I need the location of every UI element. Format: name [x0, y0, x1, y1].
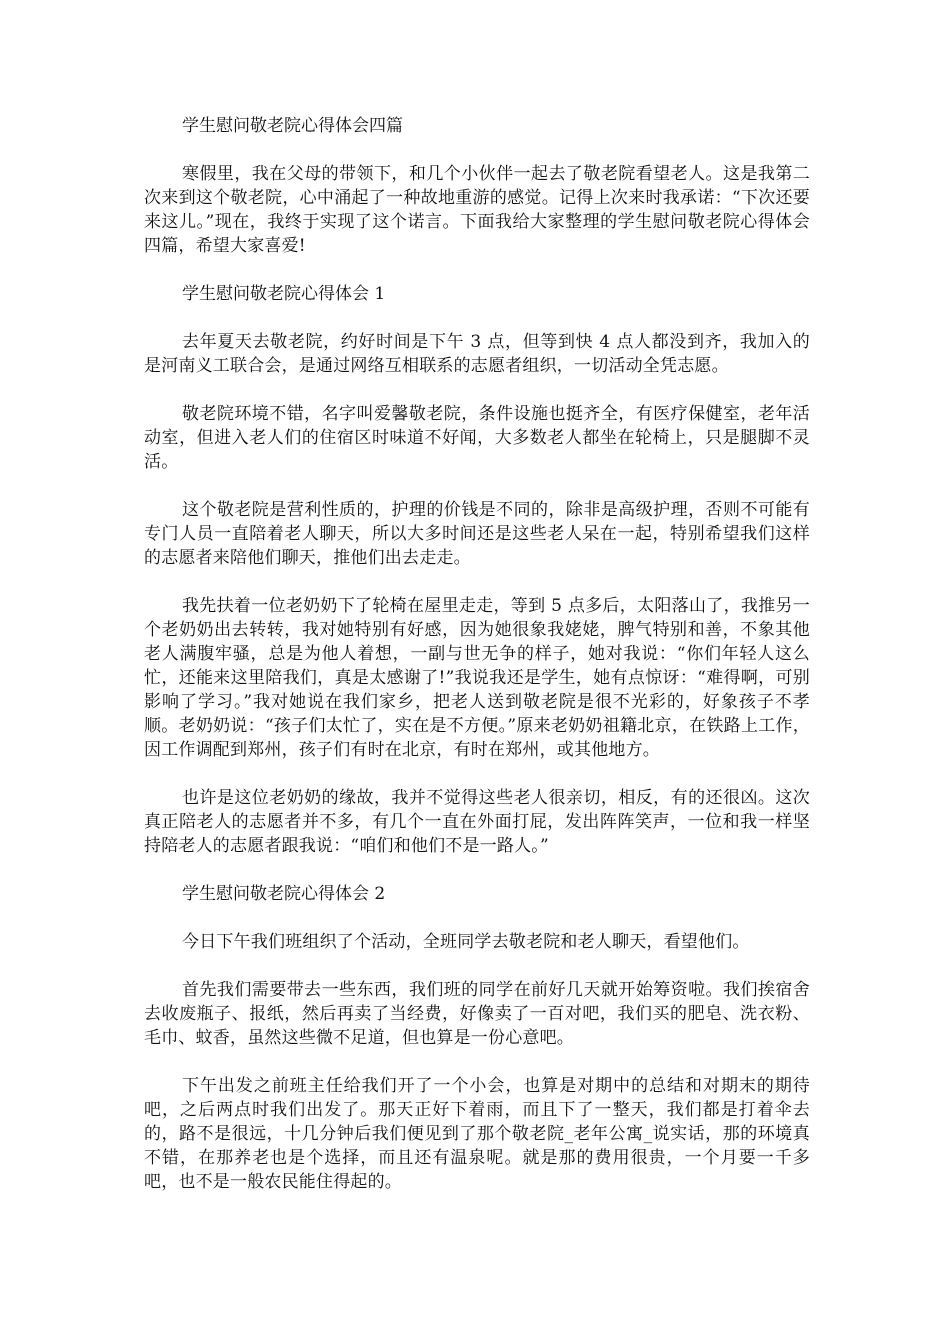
section-1-paragraph: 敬老院环境不错，名字叫爱馨敬老院，条件设施也挺齐全，有医疗保健室，老年活动室，但进入老人们的住宿区时味道不好闻，大多数老人都坐在轮椅上，只是腿脚不灵活。	[144, 404, 810, 472]
section-1-paragraph: 去年夏天去敬老院，约好时间是下午 3 点，但等到快 4 点人都没到齐，我加入的是河南义工联合会，是通过网络互相联系的志愿者组织，一切活动全凭志愿。	[144, 332, 810, 376]
section-1-heading: 学生慰问敬老院心得体会 1	[182, 284, 386, 304]
document-page	[144, 104, 810, 1218]
intro-paragraph: 寒假里，我在父母的带领下，和几个小伙伴一起去了敬老院看望老人。这是我第二次来到这个敬老院，心中涌起了一种故地重游的感觉。记得上次来时我承诺：“下次还要来这儿。”现在，我终于实现了这个诺言。下面我给大家整理的学生慰问敬老院心得体会四篇，希望大家喜爱!	[144, 164, 810, 256]
section-2-paragraph: 首先我们需要带去一些东西，我们班的同学在前好几天就开始筹资啦。我们挨宿舍去收废瓶子、报纸，然后再卖了当经费，好像卖了一百对吧，我们买的肥皂、洗衣粉、毛巾、蚊香，虽然这些微不足道，但也算是一份心意吧。	[144, 980, 810, 1048]
section-2-paragraph: 今日下午我们班组织了个活动，全班同学去敬老院和老人聊天，看望他们。	[182, 932, 750, 952]
section-2-heading: 学生慰问敬老院心得体会 2	[182, 884, 386, 904]
section-1-paragraph: 也许是这位老奶奶的缘故，我并不觉得这些老人很亲切，相反，有的还很凶。这次真正陪老人的志愿者并不多，有几个一直在外面打屁，发出阵阵笑声，一位和我一样坚持陪老人的志愿者跟我说：“咱们和他们不是一路人。”	[144, 788, 810, 856]
section-2-paragraph: 下午出发之前班主任给我们开了一个小会，也算是对期中的总结和对期末的期待吧，之后两点时我们出发了。那天正好下着雨，而且下了一整天，我们都是打着伞去的，路不是很远，十几分钟后我们便见到了那个敬老院_老年公寓_说实话，那的环境真不错，在那养老也是个选择，而且还有温泉呢。就是那的费用很贵，一个月要一千多吧，也不是一般农民能住得起的。	[144, 1076, 810, 1192]
section-1-paragraph: 我先扶着一位老奶奶下了轮椅在屋里走走，等到 5 点多后，太阳落山了，我推另一个老奶奶出去转转，我对她特别有好感，因为她很象我姥姥，脾气特别和善，不象其他老人满腹牢骚，总是为他人着想，一副与世无争的样子，她对我说：“你们年轻人这么忙，还能来这里陪我们，真是太感谢了!”我说我还是学生，她有点惊讶：“难得啊，可别影响了学习。”我对她说在我们家乡，把老人送到敬老院是很不光彩的，好象孩子不孝顺。老奶奶说：“孩子们太忙了，实在是不方便。”原来老奶奶祖籍北京，在铁路上工作，因工作调配到郑州，孩子们有时在北京，有时在郑州，或其他地方。	[144, 596, 810, 760]
section-1-paragraph: 这个敬老院是营利性质的，护理的价钱是不同的，除非是高级护理，否则不可能有专门人员一直陪着老人聊天，所以大多时间还是这些老人呆在一起，特别希望我们这样的志愿者来陪他们聊天，推他们出去走走。	[144, 500, 810, 568]
document-title: 学生慰问敬老院心得体会四篇	[182, 116, 403, 136]
